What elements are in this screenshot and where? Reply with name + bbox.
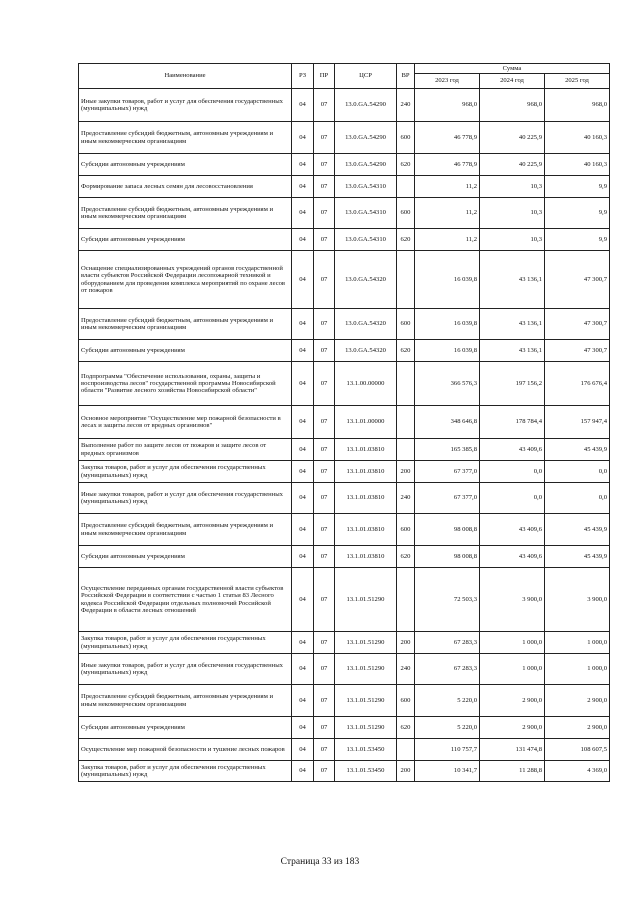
cell-2025: 47 300,7 (545, 309, 610, 340)
header-year: 2023 год (415, 74, 480, 89)
cell-2024: 3 900,0 (480, 568, 545, 632)
page-number: Страница 33 из 183 (280, 857, 360, 867)
budget-table (78, 63, 610, 782)
cell-name: Иные закупки товаров, работ и услуг для обеспечения государственных (муниципальных) нужд (79, 89, 292, 122)
cell-pr: 07 (314, 251, 335, 309)
cell-pr: 07 (314, 514, 335, 546)
cell-csr: 13.1.01.51290 (335, 685, 397, 717)
cell-csr: 13.1.01.03810 (335, 514, 397, 546)
header-vr: ВР (397, 64, 415, 89)
cell-2023: 348 646,8 (415, 406, 480, 439)
cell-csr: 13.1.00.00000 (335, 362, 397, 406)
cell-vr: 240 (397, 483, 415, 514)
cell-2023: 11,2 (415, 229, 480, 251)
cell-2024: 1 000,0 (480, 654, 545, 685)
header-csr: ЦСР (335, 64, 397, 89)
cell-name: Субсидии автономным учреждениям (79, 340, 292, 362)
cell-vr: 600 (397, 309, 415, 340)
table-row (79, 251, 610, 309)
cell-vr: 620 (397, 546, 415, 568)
cell-2025: 176 676,4 (545, 362, 610, 406)
cell-vr: 600 (397, 198, 415, 229)
cell-rz: 04 (292, 514, 314, 546)
cell-name: Закупка товаров, работ и услуг для обеспечения государственных (муниципальных) нужд (79, 632, 292, 654)
cell-2023: 16 039,8 (415, 309, 480, 340)
cell-name: Субсидии автономным учреждениям (79, 717, 292, 739)
cell-pr: 07 (314, 739, 335, 761)
cell-rz: 04 (292, 439, 314, 461)
header-year: 2025 год (545, 74, 610, 89)
cell-name: Закупка товаров, работ и услуг для обеспечения государственных (муниципальных) нужд (79, 761, 292, 782)
cell-2024: 43 136,1 (480, 340, 545, 362)
cell-pr: 07 (314, 154, 335, 176)
cell-csr: 13.1.01.03810 (335, 439, 397, 461)
cell-vr (397, 176, 415, 198)
cell-2023: 67 283,3 (415, 632, 480, 654)
cell-2025: 157 947,4 (545, 406, 610, 439)
cell-2023: 72 503,3 (415, 568, 480, 632)
cell-2025: 9,9 (545, 198, 610, 229)
cell-name: Иные закупки товаров, работ и услуг для обеспечения государственных (муниципальных) нужд (79, 654, 292, 685)
cell-csr: 13.1.01.00000 (335, 406, 397, 439)
cell-2023: 968,0 (415, 89, 480, 122)
cell-name: Основное мероприятие "Осуществление мер пожарной безопасности в лесах и защиты лесов от вредных организмов" (79, 406, 292, 439)
table-row (79, 198, 610, 229)
cell-rz: 04 (292, 89, 314, 122)
cell-vr (397, 739, 415, 761)
cell-name: Субсидии автономным учреждениям (79, 229, 292, 251)
cell-2025: 108 607,5 (545, 739, 610, 761)
header-sum: Сумма (415, 64, 610, 74)
cell-2023: 10 341,7 (415, 761, 480, 782)
table-row (79, 632, 610, 654)
cell-pr: 07 (314, 362, 335, 406)
cell-rz: 04 (292, 251, 314, 309)
cell-2024: 2 900,0 (480, 685, 545, 717)
cell-2025: 4 369,0 (545, 761, 610, 782)
cell-csr: 13.1.01.53450 (335, 761, 397, 782)
cell-pr: 07 (314, 89, 335, 122)
cell-rz: 04 (292, 229, 314, 251)
cell-name: Предоставление субсидий бюджетным, автономным учреждениям и иным некоммерческим организациям (79, 685, 292, 717)
cell-pr: 07 (314, 483, 335, 514)
cell-rz: 04 (292, 461, 314, 483)
cell-vr: 600 (397, 122, 415, 154)
cell-2024: 0,0 (480, 483, 545, 514)
cell-vr: 620 (397, 717, 415, 739)
cell-2023: 67 377,0 (415, 461, 480, 483)
table-row (79, 229, 610, 251)
table-row (79, 568, 610, 632)
cell-rz: 04 (292, 122, 314, 154)
cell-2024: 131 474,8 (480, 739, 545, 761)
cell-rz: 04 (292, 309, 314, 340)
cell-2024: 0,0 (480, 461, 545, 483)
cell-pr: 07 (314, 198, 335, 229)
cell-2024: 968,0 (480, 89, 545, 122)
cell-2023: 67 377,0 (415, 483, 480, 514)
cell-name: Иные закупки товаров, работ и услуг для обеспечения государственных (муниципальных) нужд (79, 483, 292, 514)
table-row (79, 89, 610, 122)
cell-vr (397, 439, 415, 461)
cell-pr: 07 (314, 309, 335, 340)
cell-2024: 43 136,1 (480, 309, 545, 340)
cell-rz: 04 (292, 362, 314, 406)
cell-2025: 45 439,9 (545, 546, 610, 568)
header-rz: РЗ (292, 64, 314, 89)
cell-vr: 240 (397, 89, 415, 122)
cell-pr: 07 (314, 340, 335, 362)
cell-pr: 07 (314, 632, 335, 654)
cell-2024: 178 784,4 (480, 406, 545, 439)
cell-name: Формирование запаса лесных семян для лесовосстановления (79, 176, 292, 198)
cell-csr: 13.1.01.03810 (335, 461, 397, 483)
cell-csr: 13.0.GA.54320 (335, 340, 397, 362)
cell-pr: 07 (314, 546, 335, 568)
cell-csr: 13.1.01.51290 (335, 568, 397, 632)
cell-2023: 11,2 (415, 198, 480, 229)
cell-name: Осуществление мер пожарной безопасности и тушение лесных пожаров (79, 739, 292, 761)
cell-2023: 16 039,8 (415, 251, 480, 309)
cell-2023: 46 778,9 (415, 122, 480, 154)
cell-2025: 1 000,0 (545, 632, 610, 654)
cell-2024: 43 409,6 (480, 514, 545, 546)
cell-csr: 13.1.01.51290 (335, 654, 397, 685)
cell-rz: 04 (292, 406, 314, 439)
cell-csr: 13.1.01.51290 (335, 717, 397, 739)
header-name: Наименование (79, 64, 292, 89)
cell-rz: 04 (292, 685, 314, 717)
table-row (79, 761, 610, 782)
cell-rz: 04 (292, 483, 314, 514)
cell-2023: 366 576,3 (415, 362, 480, 406)
cell-pr: 07 (314, 439, 335, 461)
cell-2023: 67 283,3 (415, 654, 480, 685)
cell-rz: 04 (292, 717, 314, 739)
table-row (79, 439, 610, 461)
cell-csr: 13.1.01.03810 (335, 483, 397, 514)
cell-pr: 07 (314, 461, 335, 483)
cell-2025: 0,0 (545, 461, 610, 483)
cell-2025: 2 900,0 (545, 685, 610, 717)
table-row (79, 685, 610, 717)
cell-name: Субсидии автономным учреждениям (79, 546, 292, 568)
cell-csr: 13.1.01.53450 (335, 739, 397, 761)
cell-rz: 04 (292, 198, 314, 229)
cell-pr: 07 (314, 761, 335, 782)
cell-vr: 620 (397, 229, 415, 251)
cell-vr (397, 406, 415, 439)
cell-rz: 04 (292, 739, 314, 761)
cell-csr: 13.0.GA.54290 (335, 154, 397, 176)
cell-2023: 5 220,0 (415, 717, 480, 739)
cell-pr: 07 (314, 406, 335, 439)
cell-csr: 13.0.GA.54290 (335, 122, 397, 154)
cell-2024: 1 000,0 (480, 632, 545, 654)
cell-name: Предоставление субсидий бюджетным, автономным учреждениям и иным некоммерческим организациям (79, 198, 292, 229)
cell-2024: 10,3 (480, 198, 545, 229)
cell-name: Оснащение специализированных учреждений органов государственной власти субъектов Российской Федерации лесопожарной техникой и оборудованием для проведения комплекса мероприятий по охране лесов от пожаров (79, 251, 292, 309)
cell-2025: 45 439,9 (545, 439, 610, 461)
cell-2024: 40 225,9 (480, 154, 545, 176)
cell-2025: 47 300,7 (545, 251, 610, 309)
table-row (79, 340, 610, 362)
table-row (79, 362, 610, 406)
cell-pr: 07 (314, 654, 335, 685)
cell-vr (397, 251, 415, 309)
cell-rz: 04 (292, 154, 314, 176)
cell-csr: 13.0.GA.54310 (335, 198, 397, 229)
cell-name: Предоставление субсидий бюджетным, автономным учреждениям и иным некоммерческим организациям (79, 122, 292, 154)
cell-csr: 13.0.GA.54320 (335, 309, 397, 340)
cell-2024: 40 225,9 (480, 122, 545, 154)
cell-vr (397, 568, 415, 632)
cell-rz: 04 (292, 568, 314, 632)
cell-2025: 1 000,0 (545, 654, 610, 685)
table-row (79, 514, 610, 546)
cell-2025: 9,9 (545, 176, 610, 198)
cell-pr: 07 (314, 717, 335, 739)
cell-2023: 98 008,8 (415, 514, 480, 546)
cell-pr: 07 (314, 229, 335, 251)
cell-vr: 200 (397, 632, 415, 654)
cell-csr: 13.1.01.51290 (335, 632, 397, 654)
table-row (79, 546, 610, 568)
cell-2025: 40 160,3 (545, 154, 610, 176)
header-pr: ПР (314, 64, 335, 89)
cell-vr: 200 (397, 761, 415, 782)
cell-2024: 10,3 (480, 229, 545, 251)
cell-csr: 13.0.GA.54290 (335, 89, 397, 122)
cell-2025: 968,0 (545, 89, 610, 122)
cell-name: Субсидии автономным учреждениям (79, 154, 292, 176)
cell-2025: 40 160,3 (545, 122, 610, 154)
cell-vr: 620 (397, 340, 415, 362)
cell-2024: 43 136,1 (480, 251, 545, 309)
cell-name: Предоставление субсидий бюджетным, автономным учреждениям и иным некоммерческим организациям (79, 514, 292, 546)
cell-2023: 5 220,0 (415, 685, 480, 717)
cell-csr: 13.0.GA.54310 (335, 229, 397, 251)
cell-2025: 3 900,0 (545, 568, 610, 632)
table-row (79, 654, 610, 685)
cell-pr: 07 (314, 685, 335, 717)
cell-2024: 43 409,6 (480, 546, 545, 568)
cell-2023: 110 757,7 (415, 739, 480, 761)
cell-2023: 46 778,9 (415, 154, 480, 176)
cell-2025: 9,9 (545, 229, 610, 251)
cell-2025: 45 439,9 (545, 514, 610, 546)
table-row (79, 717, 610, 739)
cell-2025: 0,0 (545, 483, 610, 514)
cell-vr (397, 362, 415, 406)
cell-pr: 07 (314, 568, 335, 632)
cell-2024: 43 409,6 (480, 439, 545, 461)
cell-rz: 04 (292, 632, 314, 654)
table-row (79, 739, 610, 761)
cell-2023: 165 385,8 (415, 439, 480, 461)
table-row (79, 406, 610, 439)
cell-rz: 04 (292, 546, 314, 568)
cell-name: Осуществление переданных органам государственной власти субъектов Российской Федерации в соответствии с частью 1 статьи 83 Лесного кодекса Российской Федерации отдельных полномочий Российской Федерации в области лесных отношений (79, 568, 292, 632)
header-year: 2024 год (480, 74, 545, 89)
cell-vr: 600 (397, 685, 415, 717)
table-row (79, 461, 610, 483)
cell-2025: 47 300,7 (545, 340, 610, 362)
cell-2023: 98 008,8 (415, 546, 480, 568)
cell-csr: 13.1.01.03810 (335, 546, 397, 568)
cell-rz: 04 (292, 654, 314, 685)
cell-2023: 16 039,8 (415, 340, 480, 362)
table-body (79, 89, 610, 782)
cell-2024: 197 156,2 (480, 362, 545, 406)
cell-vr: 200 (397, 461, 415, 483)
cell-2024: 11 288,8 (480, 761, 545, 782)
cell-rz: 04 (292, 340, 314, 362)
cell-2025: 2 900,0 (545, 717, 610, 739)
cell-vr: 600 (397, 514, 415, 546)
cell-pr: 07 (314, 176, 335, 198)
table-row (79, 176, 610, 198)
cell-vr: 620 (397, 154, 415, 176)
cell-2023: 11,2 (415, 176, 480, 198)
cell-name: Подпрограмма "Обеспечение использования, охраны, защиты и воспроизводства лесов" государственной программы Новосибирской области "Развитие лесного хозяйства Новосибирской области" (79, 362, 292, 406)
cell-vr: 240 (397, 654, 415, 685)
cell-name: Выполнение работ по защите лесов от пожаров и защите лесов от вредных организмов (79, 439, 292, 461)
cell-csr: 13.0.GA.54320 (335, 251, 397, 309)
cell-pr: 07 (314, 122, 335, 154)
cell-name: Предоставление субсидий бюджетным, автономным учреждениям и иным некоммерческим организациям (79, 309, 292, 340)
cell-rz: 04 (292, 176, 314, 198)
table-row (79, 154, 610, 176)
table-row (79, 483, 610, 514)
table-row (79, 122, 610, 154)
cell-2024: 10,3 (480, 176, 545, 198)
cell-name: Закупка товаров, работ и услуг для обеспечения государственных (муниципальных) нужд (79, 461, 292, 483)
cell-2024: 2 900,0 (480, 717, 545, 739)
cell-csr: 13.0.GA.54310 (335, 176, 397, 198)
cell-rz: 04 (292, 761, 314, 782)
table-row (79, 309, 610, 340)
